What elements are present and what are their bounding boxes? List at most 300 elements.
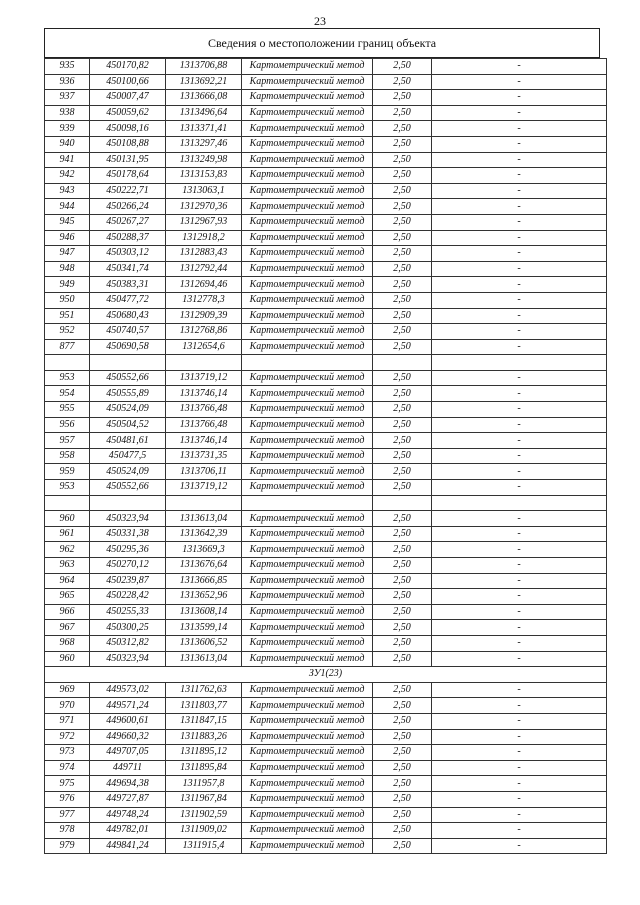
description-cell: - — [432, 713, 607, 729]
method-cell: Картометрический метод — [242, 402, 373, 418]
table-title: Сведения о местоположении границ объекта — [44, 28, 600, 58]
x-coordinate-cell: 449600,61 — [90, 713, 166, 729]
y-coordinate-cell: 1311883,26 — [166, 729, 242, 745]
y-coordinate-cell: 1312970,36 — [166, 199, 242, 215]
y-coordinate-cell: 1313766,48 — [166, 402, 242, 418]
x-coordinate-cell: 450680,43 — [90, 308, 166, 324]
method-cell: Картометрический метод — [242, 558, 373, 574]
table-row — [45, 464, 607, 480]
description-cell: - — [432, 308, 607, 324]
description-cell: - — [432, 105, 607, 121]
x-coordinate-cell: 449782,01 — [90, 823, 166, 839]
table-row — [45, 823, 607, 839]
y-coordinate-cell: 1312918,2 — [166, 230, 242, 246]
table-row — [45, 760, 607, 776]
description-cell: - — [432, 620, 607, 636]
table-row — [45, 480, 607, 496]
x-coordinate-cell: 449748,24 — [90, 807, 166, 823]
description-cell: - — [432, 651, 607, 667]
empty-cell — [45, 355, 90, 371]
accuracy-cell: 2,50 — [373, 729, 432, 745]
y-coordinate-cell: 1312694,46 — [166, 277, 242, 293]
y-coordinate-cell: 1313063,1 — [166, 183, 242, 199]
description-cell: - — [432, 433, 607, 449]
description-cell: - — [432, 324, 607, 340]
point-number-cell: 974 — [45, 760, 90, 776]
x-coordinate-cell: 450300,25 — [90, 620, 166, 636]
table-row — [45, 635, 607, 651]
table-row — [45, 791, 607, 807]
y-coordinate-cell: 1313613,04 — [166, 511, 242, 527]
y-coordinate-cell: 1312768,86 — [166, 324, 242, 340]
y-coordinate-cell: 1313706,11 — [166, 464, 242, 480]
x-coordinate-cell: 450690,58 — [90, 339, 166, 355]
accuracy-cell: 2,50 — [373, 261, 432, 277]
accuracy-cell: 2,50 — [373, 823, 432, 839]
method-cell: Картометрический метод — [242, 261, 373, 277]
y-coordinate-cell: 1311902,59 — [166, 807, 242, 823]
table-row — [45, 168, 607, 184]
description-cell: - — [432, 386, 607, 402]
table-row — [45, 199, 607, 215]
point-number-cell: 977 — [45, 807, 90, 823]
accuracy-cell: 2,50 — [373, 324, 432, 340]
description-cell: - — [432, 635, 607, 651]
accuracy-cell: 2,50 — [373, 74, 432, 90]
accuracy-cell: 2,50 — [373, 277, 432, 293]
point-number-cell: 959 — [45, 464, 90, 480]
x-coordinate-cell: 450552,66 — [90, 480, 166, 496]
method-cell: Картометрический метод — [242, 745, 373, 761]
table-row — [45, 292, 607, 308]
accuracy-cell: 2,50 — [373, 713, 432, 729]
x-coordinate-cell: 450170,82 — [90, 59, 166, 75]
table-row — [45, 183, 607, 199]
x-coordinate-cell: 450303,12 — [90, 246, 166, 262]
point-number-cell: 951 — [45, 308, 90, 324]
accuracy-cell: 2,50 — [373, 417, 432, 433]
accuracy-cell: 2,50 — [373, 635, 432, 651]
y-coordinate-cell: 1311847,15 — [166, 713, 242, 729]
description-cell: - — [432, 823, 607, 839]
y-coordinate-cell: 1313669,3 — [166, 542, 242, 558]
x-coordinate-cell: 450312,82 — [90, 635, 166, 651]
description-cell: - — [432, 74, 607, 90]
point-number-cell: 957 — [45, 433, 90, 449]
description-cell: - — [432, 838, 607, 854]
x-coordinate-cell: 450098,16 — [90, 121, 166, 137]
description-cell: - — [432, 745, 607, 761]
description-cell: - — [432, 448, 607, 464]
point-number-cell: 953 — [45, 480, 90, 496]
x-coordinate-cell: 450555,89 — [90, 386, 166, 402]
description-cell: - — [432, 760, 607, 776]
table-row — [45, 433, 607, 449]
x-coordinate-cell: 449694,38 — [90, 776, 166, 792]
description-cell: - — [432, 511, 607, 527]
method-cell: Картометрический метод — [242, 152, 373, 168]
table-row — [45, 402, 607, 418]
accuracy-cell: 2,50 — [373, 292, 432, 308]
table-row — [45, 713, 607, 729]
point-number-cell: 963 — [45, 558, 90, 574]
y-coordinate-cell: 1313606,52 — [166, 635, 242, 651]
x-coordinate-cell: 450266,24 — [90, 199, 166, 215]
accuracy-cell: 2,50 — [373, 651, 432, 667]
description-cell: - — [432, 277, 607, 293]
table-row — [45, 807, 607, 823]
page-number: 23 — [314, 14, 326, 28]
y-coordinate-cell: 1312909,39 — [166, 308, 242, 324]
accuracy-cell: 2,50 — [373, 745, 432, 761]
description-cell: - — [432, 682, 607, 698]
table-row — [45, 573, 607, 589]
accuracy-cell: 2,50 — [373, 620, 432, 636]
description-cell: - — [432, 776, 607, 792]
x-coordinate-cell: 450383,31 — [90, 277, 166, 293]
point-number-cell: 961 — [45, 526, 90, 542]
accuracy-cell: 2,50 — [373, 121, 432, 137]
point-number-cell: 937 — [45, 90, 90, 106]
table-row — [45, 745, 607, 761]
y-coordinate-cell: 1312883,43 — [166, 246, 242, 262]
section-label: ЗУ1(23) — [45, 667, 607, 683]
point-number-cell: 953 — [45, 370, 90, 386]
x-coordinate-cell: 450481,61 — [90, 433, 166, 449]
point-number-cell: 967 — [45, 620, 90, 636]
method-cell: Картометрический метод — [242, 90, 373, 106]
table-row — [45, 152, 607, 168]
method-cell: Картометрический метод — [242, 308, 373, 324]
method-cell: Картометрический метод — [242, 448, 373, 464]
method-cell: Картометрический метод — [242, 729, 373, 745]
boundary-table-frame — [44, 28, 600, 854]
point-number-cell: 976 — [45, 791, 90, 807]
x-coordinate-cell: 450740,57 — [90, 324, 166, 340]
y-coordinate-cell: 1313496,64 — [166, 105, 242, 121]
method-cell: Картометрический метод — [242, 464, 373, 480]
table-row — [45, 324, 607, 340]
description-cell: - — [432, 59, 607, 75]
x-coordinate-cell: 450477,72 — [90, 292, 166, 308]
x-coordinate-cell: 449841,24 — [90, 838, 166, 854]
empty-cell — [373, 495, 432, 511]
x-coordinate-cell: 450059,62 — [90, 105, 166, 121]
table-row — [45, 246, 607, 262]
method-cell: Картометрический метод — [242, 635, 373, 651]
description-cell: - — [432, 573, 607, 589]
table-row — [45, 776, 607, 792]
y-coordinate-cell: 1311895,12 — [166, 745, 242, 761]
method-cell: Картометрический метод — [242, 214, 373, 230]
accuracy-cell: 2,50 — [373, 776, 432, 792]
table-row — [45, 136, 607, 152]
y-coordinate-cell: 1311915,4 — [166, 838, 242, 854]
point-number-cell: 942 — [45, 168, 90, 184]
contour-separator-row — [45, 355, 607, 371]
table-row — [45, 261, 607, 277]
point-number-cell: 944 — [45, 199, 90, 215]
table-row — [45, 74, 607, 90]
accuracy-cell: 2,50 — [373, 698, 432, 714]
x-coordinate-cell: 450131,95 — [90, 152, 166, 168]
point-number-cell: 952 — [45, 324, 90, 340]
empty-cell — [166, 355, 242, 371]
empty-cell — [166, 495, 242, 511]
x-coordinate-cell: 450323,94 — [90, 651, 166, 667]
y-coordinate-cell: 1311895,84 — [166, 760, 242, 776]
description-cell: - — [432, 261, 607, 277]
method-cell: Картометрический метод — [242, 651, 373, 667]
description-cell: - — [432, 168, 607, 184]
table-row — [45, 511, 607, 527]
accuracy-cell: 2,50 — [373, 760, 432, 776]
accuracy-cell: 2,50 — [373, 464, 432, 480]
x-coordinate-cell: 450341,74 — [90, 261, 166, 277]
y-coordinate-cell: 1313153,83 — [166, 168, 242, 184]
accuracy-cell: 2,50 — [373, 105, 432, 121]
table-row — [45, 620, 607, 636]
method-cell: Картометрический метод — [242, 292, 373, 308]
description-cell: - — [432, 698, 607, 714]
table-row — [45, 589, 607, 605]
point-number-cell: 947 — [45, 246, 90, 262]
table-row — [45, 386, 607, 402]
y-coordinate-cell: 1311803,77 — [166, 698, 242, 714]
x-coordinate-cell: 450552,66 — [90, 370, 166, 386]
point-number-cell: 938 — [45, 105, 90, 121]
accuracy-cell: 2,50 — [373, 542, 432, 558]
table-row — [45, 214, 607, 230]
method-cell: Картометрический метод — [242, 136, 373, 152]
x-coordinate-cell: 449571,24 — [90, 698, 166, 714]
method-cell: Картометрический метод — [242, 838, 373, 854]
x-coordinate-cell: 450524,09 — [90, 402, 166, 418]
method-cell: Картометрический метод — [242, 230, 373, 246]
description-cell: - — [432, 370, 607, 386]
method-cell: Картометрический метод — [242, 199, 373, 215]
y-coordinate-cell: 1313608,14 — [166, 604, 242, 620]
accuracy-cell: 2,50 — [373, 199, 432, 215]
y-coordinate-cell: 1313297,46 — [166, 136, 242, 152]
point-number-cell: 972 — [45, 729, 90, 745]
x-coordinate-cell: 450007,47 — [90, 90, 166, 106]
accuracy-cell: 2,50 — [373, 526, 432, 542]
x-coordinate-cell: 450504,52 — [90, 417, 166, 433]
empty-cell — [432, 495, 607, 511]
point-number-cell: 949 — [45, 277, 90, 293]
accuracy-cell: 2,50 — [373, 136, 432, 152]
x-coordinate-cell: 450178,64 — [90, 168, 166, 184]
y-coordinate-cell: 1313666,85 — [166, 573, 242, 589]
description-cell: - — [432, 604, 607, 620]
method-cell: Картометрический метод — [242, 277, 373, 293]
table-row — [45, 370, 607, 386]
description-cell: - — [432, 558, 607, 574]
description-cell: - — [432, 526, 607, 542]
description-cell: - — [432, 230, 607, 246]
point-number-cell: 943 — [45, 183, 90, 199]
point-number-cell: 960 — [45, 511, 90, 527]
method-cell: Картометрический метод — [242, 370, 373, 386]
method-cell: Картометрический метод — [242, 791, 373, 807]
y-coordinate-cell: 1313613,04 — [166, 651, 242, 667]
method-cell: Картометрический метод — [242, 604, 373, 620]
accuracy-cell: 2,50 — [373, 511, 432, 527]
point-number-cell: 971 — [45, 713, 90, 729]
point-number-cell: 956 — [45, 417, 90, 433]
y-coordinate-cell: 1311957,8 — [166, 776, 242, 792]
description-cell: - — [432, 339, 607, 355]
method-cell: Картометрический метод — [242, 168, 373, 184]
point-number-cell: 941 — [45, 152, 90, 168]
point-number-cell: 946 — [45, 230, 90, 246]
description-cell: - — [432, 480, 607, 496]
table-row — [45, 604, 607, 620]
empty-cell — [90, 355, 166, 371]
x-coordinate-cell: 450477,5 — [90, 448, 166, 464]
x-coordinate-cell: 450239,87 — [90, 573, 166, 589]
point-number-cell: 962 — [45, 542, 90, 558]
accuracy-cell: 2,50 — [373, 682, 432, 698]
description-cell: - — [432, 417, 607, 433]
description-cell: - — [432, 90, 607, 106]
description-cell: - — [432, 152, 607, 168]
table-row — [45, 558, 607, 574]
table-row — [45, 542, 607, 558]
table-row — [45, 308, 607, 324]
x-coordinate-cell: 450270,12 — [90, 558, 166, 574]
x-coordinate-cell: 450331,38 — [90, 526, 166, 542]
description-cell: - — [432, 589, 607, 605]
description-cell: - — [432, 807, 607, 823]
y-coordinate-cell: 1313642,39 — [166, 526, 242, 542]
accuracy-cell: 2,50 — [373, 573, 432, 589]
point-number-cell: 973 — [45, 745, 90, 761]
y-coordinate-cell: 1313766,48 — [166, 417, 242, 433]
description-cell: - — [432, 199, 607, 215]
coordinates-table — [44, 58, 607, 854]
accuracy-cell: 2,50 — [373, 433, 432, 449]
x-coordinate-cell: 450288,37 — [90, 230, 166, 246]
y-coordinate-cell: 1311967,84 — [166, 791, 242, 807]
table-row — [45, 838, 607, 854]
y-coordinate-cell: 1312792,44 — [166, 261, 242, 277]
x-coordinate-cell: 450100,66 — [90, 74, 166, 90]
x-coordinate-cell: 450255,33 — [90, 604, 166, 620]
table-row — [45, 682, 607, 698]
method-cell: Картометрический метод — [242, 480, 373, 496]
empty-cell — [242, 495, 373, 511]
accuracy-cell: 2,50 — [373, 838, 432, 854]
y-coordinate-cell: 1313666,08 — [166, 90, 242, 106]
accuracy-cell: 2,50 — [373, 246, 432, 262]
method-cell: Картометрический метод — [242, 59, 373, 75]
accuracy-cell: 2,50 — [373, 183, 432, 199]
y-coordinate-cell: 1311762,63 — [166, 682, 242, 698]
accuracy-cell: 2,50 — [373, 402, 432, 418]
method-cell: Картометрический метод — [242, 121, 373, 137]
y-coordinate-cell: 1312967,93 — [166, 214, 242, 230]
accuracy-cell: 2,50 — [373, 370, 432, 386]
empty-cell — [242, 355, 373, 371]
x-coordinate-cell: 450267,27 — [90, 214, 166, 230]
empty-cell — [432, 355, 607, 371]
description-cell: - — [432, 729, 607, 745]
x-coordinate-cell: 450524,09 — [90, 464, 166, 480]
y-coordinate-cell: 1313746,14 — [166, 386, 242, 402]
point-number-cell: 955 — [45, 402, 90, 418]
y-coordinate-cell: 1313719,12 — [166, 480, 242, 496]
description-cell: - — [432, 464, 607, 480]
table-row — [45, 651, 607, 667]
point-number-cell: 940 — [45, 136, 90, 152]
x-coordinate-cell: 449727,87 — [90, 791, 166, 807]
point-number-cell: 968 — [45, 635, 90, 651]
x-coordinate-cell: 450228,42 — [90, 589, 166, 605]
method-cell: Картометрический метод — [242, 620, 373, 636]
point-number-cell: 945 — [45, 214, 90, 230]
method-cell: Картометрический метод — [242, 713, 373, 729]
method-cell: Картометрический метод — [242, 417, 373, 433]
point-number-cell: 969 — [45, 682, 90, 698]
accuracy-cell: 2,50 — [373, 339, 432, 355]
point-number-cell: 964 — [45, 573, 90, 589]
point-number-cell: 975 — [45, 776, 90, 792]
method-cell: Картометрический метод — [242, 776, 373, 792]
point-number-cell: 958 — [45, 448, 90, 464]
x-coordinate-cell: 449660,32 — [90, 729, 166, 745]
y-coordinate-cell: 1312654,6 — [166, 339, 242, 355]
method-cell: Картометрический метод — [242, 573, 373, 589]
method-cell: Картометрический метод — [242, 246, 373, 262]
description-cell: - — [432, 292, 607, 308]
point-number-cell: 960 — [45, 651, 90, 667]
empty-cell — [90, 495, 166, 511]
table-row — [45, 59, 607, 75]
section-header-row — [45, 667, 607, 683]
y-coordinate-cell: 1313692,21 — [166, 74, 242, 90]
table-row — [45, 698, 607, 714]
y-coordinate-cell: 1313731,35 — [166, 448, 242, 464]
x-coordinate-cell: 450295,36 — [90, 542, 166, 558]
accuracy-cell: 2,50 — [373, 59, 432, 75]
point-number-cell: 950 — [45, 292, 90, 308]
x-coordinate-cell: 450222,71 — [90, 183, 166, 199]
table-row — [45, 230, 607, 246]
point-number-cell: 966 — [45, 604, 90, 620]
x-coordinate-cell: 450323,94 — [90, 511, 166, 527]
point-number-cell: 965 — [45, 589, 90, 605]
method-cell: Картометрический метод — [242, 386, 373, 402]
table-row — [45, 90, 607, 106]
method-cell: Картометрический метод — [242, 324, 373, 340]
description-cell: - — [432, 246, 607, 262]
accuracy-cell: 2,50 — [373, 230, 432, 246]
method-cell: Картометрический метод — [242, 105, 373, 121]
point-number-cell: 954 — [45, 386, 90, 402]
method-cell: Картометрический метод — [242, 682, 373, 698]
point-number-cell: 970 — [45, 698, 90, 714]
point-number-cell: 978 — [45, 823, 90, 839]
empty-cell — [45, 495, 90, 511]
method-cell: Картометрический метод — [242, 589, 373, 605]
table-row — [45, 105, 607, 121]
table-row — [45, 448, 607, 464]
method-cell: Картометрический метод — [242, 526, 373, 542]
accuracy-cell: 2,50 — [373, 480, 432, 496]
y-coordinate-cell: 1313599,14 — [166, 620, 242, 636]
